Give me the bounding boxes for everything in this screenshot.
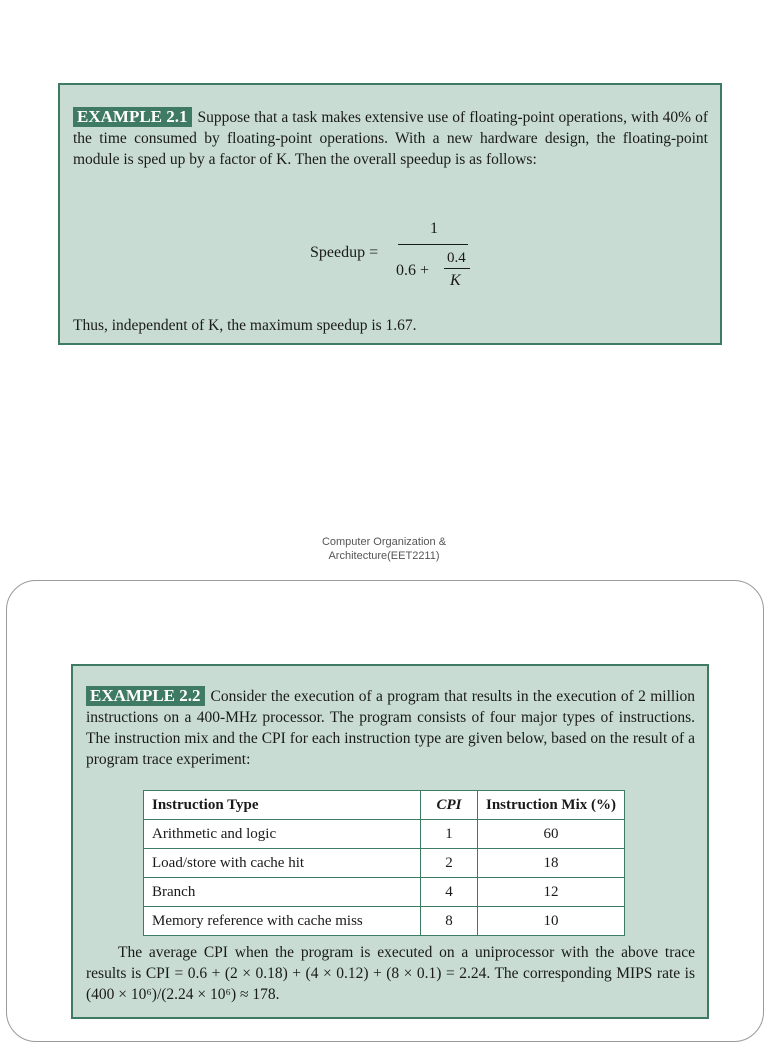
footer-line-2: Architecture(EET2211) <box>328 550 440 562</box>
cell-mix: 12 <box>478 878 625 907</box>
cell-type: Branch <box>144 878 421 907</box>
cell-cpi: 8 <box>421 907 478 936</box>
formula-inner-fraction-bar <box>444 268 470 269</box>
example-2-2-conclusion: The average CPI when the program is executed on a uniprocessor with the above trace results is CPI = 0.6 + (2 × 0.18) + (4 × 0.12) + (8 × 0.1) = 2.24. The corresponding MIPS rate is (400 × 10⁶)/(2.24 × 10⁶) ≈ 178. <box>86 944 695 1003</box>
cell-type: Arithmetic and logic <box>144 820 421 849</box>
example-2-2-text: Consider the execution of a program that results in the execution of 2 million instructions on a 400-MHz processor. The program consists of four major types of instructions. The instruction mix and the CPI for each instruction type are given below, based on the result of a program trace experiment: <box>86 688 695 768</box>
formula-inner-numerator: 0.4 <box>447 250 466 266</box>
example-2-2-box <box>71 664 709 1019</box>
example-2-1-conclusion: Thus, independent of K, the maximum speedup is 1.67. <box>73 317 417 334</box>
cell-type: Memory reference with cache miss <box>144 907 421 936</box>
example-2-1-intro <box>73 107 708 170</box>
footer-line-1: Computer Organization & <box>321 536 447 548</box>
cell-cpi: 1 <box>421 820 478 849</box>
cell-cpi: 4 <box>421 878 478 907</box>
table-row <box>144 849 625 878</box>
example-2-2-intro <box>86 686 695 770</box>
table-header-row <box>144 791 625 820</box>
formula-lhs: Speedup = <box>310 244 379 261</box>
formula-inner-denominator: K <box>450 272 461 289</box>
formula-denominator-lead: 0.6 + <box>396 262 430 279</box>
table-row <box>144 878 625 907</box>
instruction-mix-table <box>143 790 625 936</box>
formula-numerator: 1 <box>430 220 438 237</box>
cell-cpi: 2 <box>421 849 478 878</box>
example-2-2-label: EXAMPLE 2.2 <box>86 686 205 706</box>
table-row <box>144 907 625 936</box>
example-2-1-text: Suppose that a task makes extensive use of floating-point operations, with 40% of the time consumed by floating-point operations. With a new hardware design, the floating-point module is sped up by a factor of K. Then the overall speedup is as follows: <box>73 109 708 168</box>
cell-mix: 60 <box>478 820 625 849</box>
cell-mix: 18 <box>478 849 625 878</box>
cell-mix: 10 <box>478 907 625 936</box>
table-row <box>144 820 625 849</box>
header-instruction-type: Instruction Type <box>144 791 421 820</box>
example-2-1-box <box>58 83 722 345</box>
slide-footer <box>0 535 768 563</box>
header-instruction-mix: Instruction Mix (%) <box>478 791 625 820</box>
formula-main-fraction-bar <box>398 244 468 245</box>
cell-type: Load/store with cache hit <box>144 849 421 878</box>
header-cpi: CPI <box>421 791 478 820</box>
example-2-1-label: EXAMPLE 2.1 <box>73 107 192 127</box>
